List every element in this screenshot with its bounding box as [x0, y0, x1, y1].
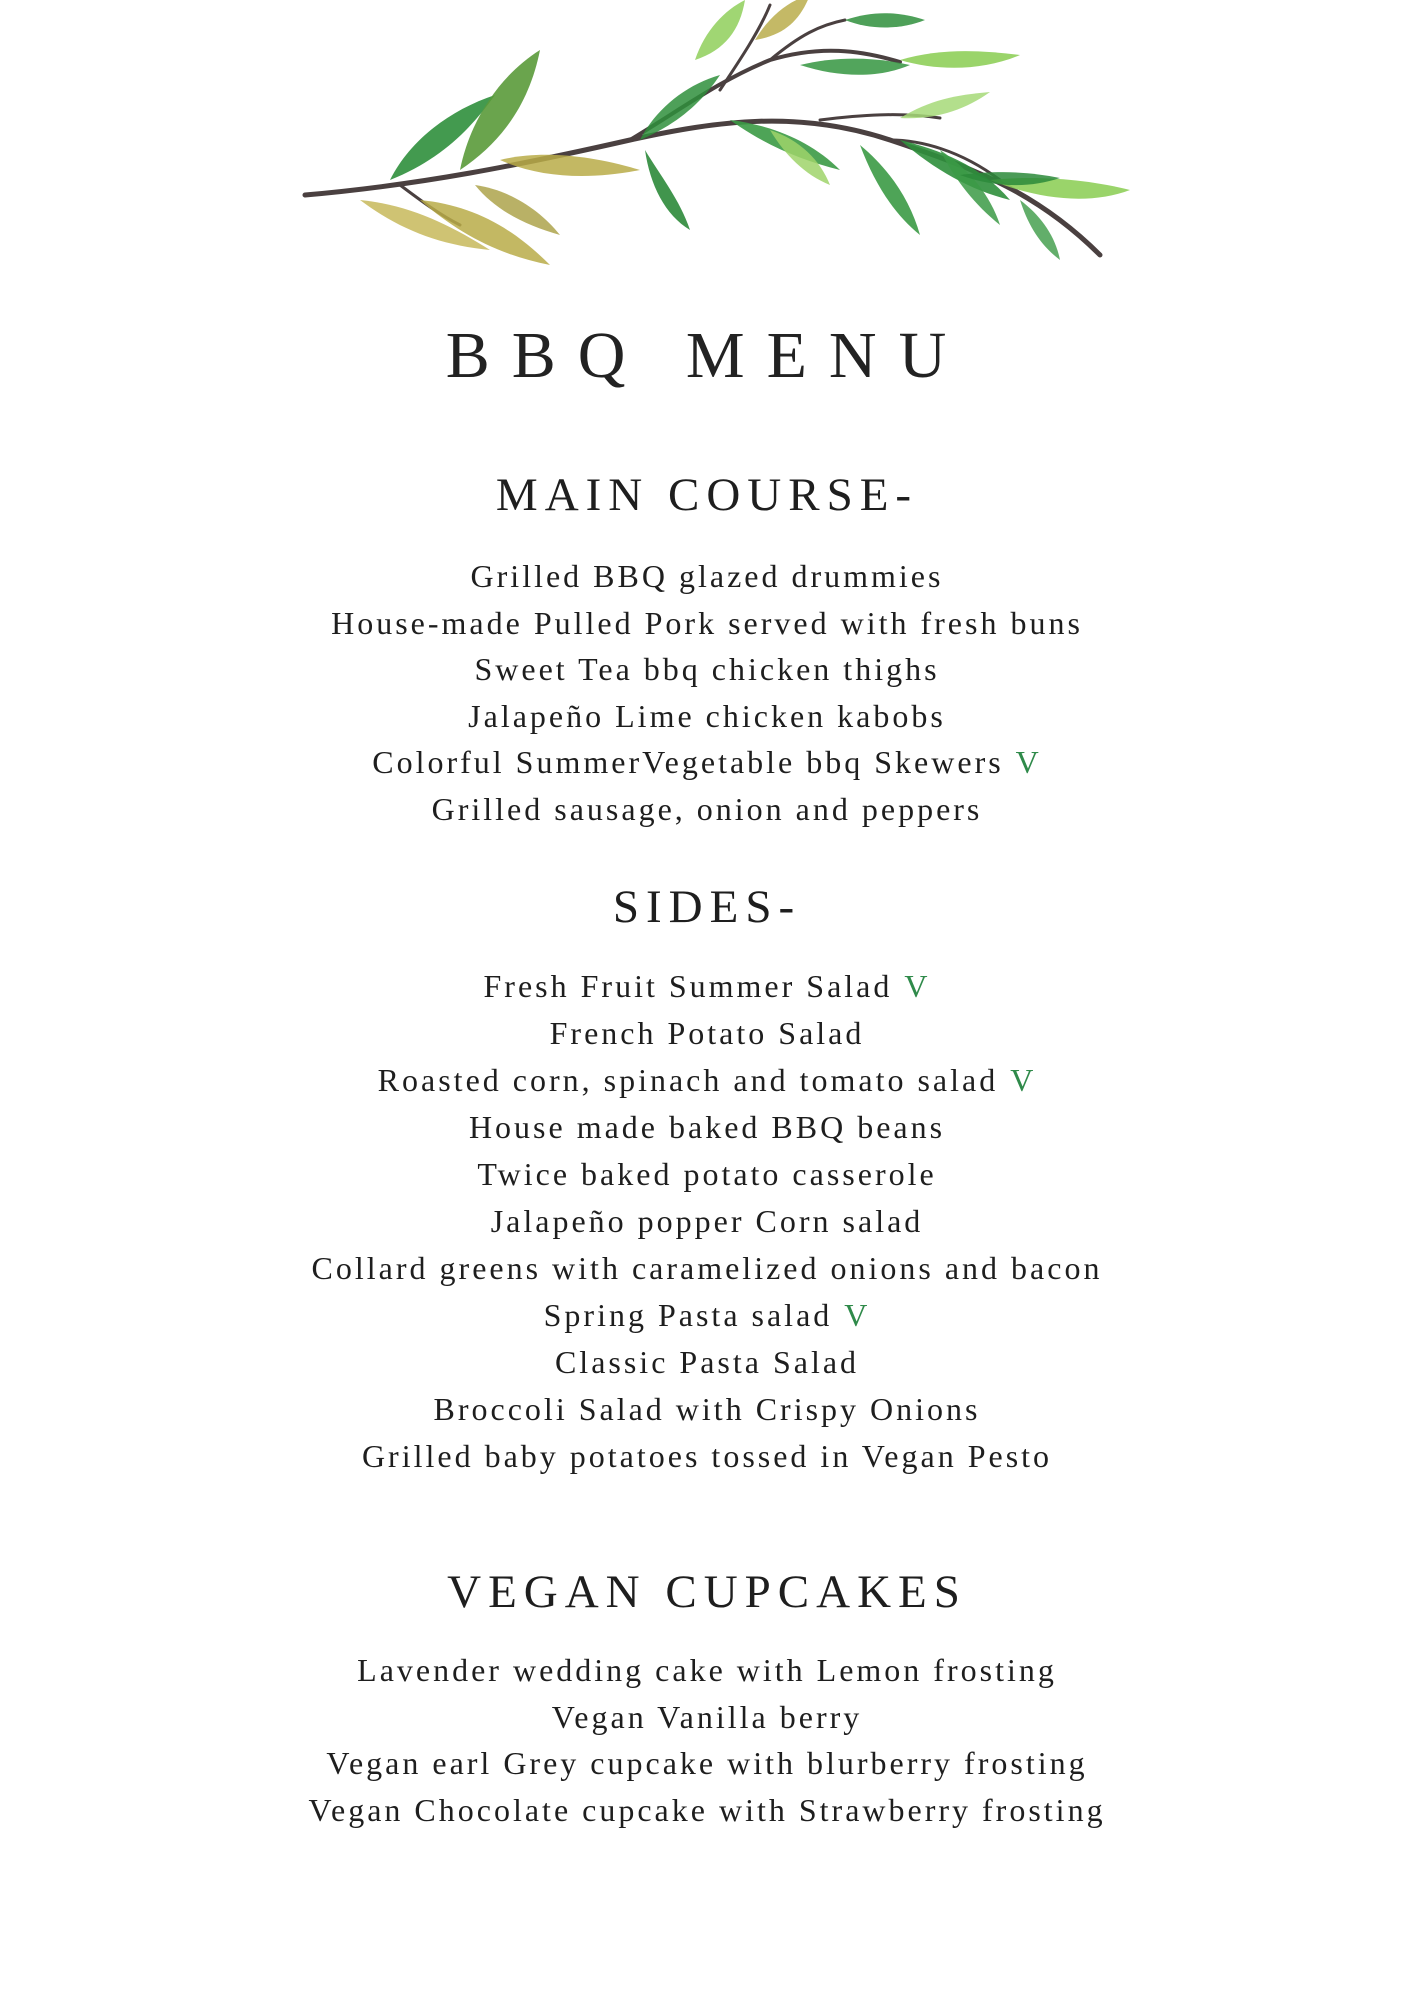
menu-item — [0, 1386, 1414, 1433]
menu-item-name: Fresh Fruit Summer Salad — [483, 968, 893, 1004]
menu-item — [0, 1433, 1414, 1480]
menu-item-name: Broccoli Salad with Crispy Onions — [433, 1391, 981, 1427]
menu-item — [0, 1010, 1414, 1057]
section-heading-main-course: MAIN COURSE- — [495, 469, 919, 521]
menu-item-name: House made baked BBQ beans — [468, 1109, 946, 1145]
menu-item — [0, 1198, 1414, 1245]
menu-item-name: Jalapeño popper Corn salad — [490, 1203, 924, 1239]
menu-item — [0, 646, 1414, 693]
menu-item-name: Vegan Chocolate cupcake with Strawberry frosting — [308, 1791, 1106, 1828]
menu-item — [0, 1740, 1414, 1787]
menu-item — [0, 1245, 1414, 1292]
vegan-cupcakes-list — [0, 1647, 1414, 1833]
menu-item — [0, 786, 1414, 833]
main-course-list — [0, 553, 1414, 832]
menu-item-name: Twice baked potato casserole — [477, 1156, 937, 1192]
menu-item-name: Jalapeño Lime chicken kabobs — [468, 697, 946, 734]
menu-item — [0, 693, 1414, 740]
menu-item — [0, 1339, 1414, 1386]
menu-item — [0, 739, 1414, 786]
vegan-marker: V — [1010, 1062, 1037, 1098]
menu-item — [0, 553, 1414, 600]
menu-item — [0, 600, 1414, 647]
vegan-marker: V — [844, 1297, 871, 1333]
menu-item-name: Lavender wedding cake with Lemon frosting — [357, 1652, 1057, 1688]
menu-item-name: Sweet Tea bbq chicken thighs — [474, 651, 940, 687]
menu-item — [0, 1787, 1414, 1834]
section-heading-sides: SIDES- — [612, 881, 802, 933]
menu-item — [0, 1292, 1414, 1339]
menu-item — [0, 1694, 1414, 1741]
menu-item-name: Grilled sausage, onion and peppers — [431, 790, 983, 827]
menu-item-name: Vegan earl Grey cupcake with blurberry frosting — [326, 1745, 1088, 1781]
section-heading-vegan-cupcakes: VEGAN CUPCAKES — [447, 1566, 967, 1618]
menu-item-name: Grilled BBQ glazed drummies — [470, 558, 944, 594]
olive-branch-icon — [300, 0, 1200, 290]
menu-item-name: Grilled baby potatoes tossed in Vegan Pesto — [361, 1438, 1053, 1474]
menu-item-name: Colorful SummerVegetable bbq Skewers — [372, 744, 1004, 780]
menu-item-name: House-made Pulled Pork served with fresh buns — [331, 604, 1083, 641]
menu-item-name: Roasted corn, spinach and tomato salad — [377, 1062, 999, 1098]
menu-item-name: Spring Pasta salad — [543, 1297, 833, 1333]
menu-item-name: French Potato Salad — [549, 1015, 865, 1051]
menu-item-name: Collard greens with caramelized onions and bacon — [311, 1250, 1103, 1286]
menu-item — [0, 963, 1414, 1010]
menu-item-name: Classic Pasta Salad — [554, 1344, 860, 1380]
menu-item — [0, 1151, 1414, 1198]
menu-item — [0, 1647, 1414, 1694]
sides-list — [0, 963, 1414, 1480]
vegan-marker: V — [1015, 744, 1042, 780]
menu-item — [0, 1104, 1414, 1151]
vegan-marker: V — [904, 968, 931, 1004]
menu-item-name: Vegan Vanilla berry — [551, 1698, 863, 1735]
page-title: BBQ MENU — [445, 319, 969, 392]
menu-item — [0, 1057, 1414, 1104]
